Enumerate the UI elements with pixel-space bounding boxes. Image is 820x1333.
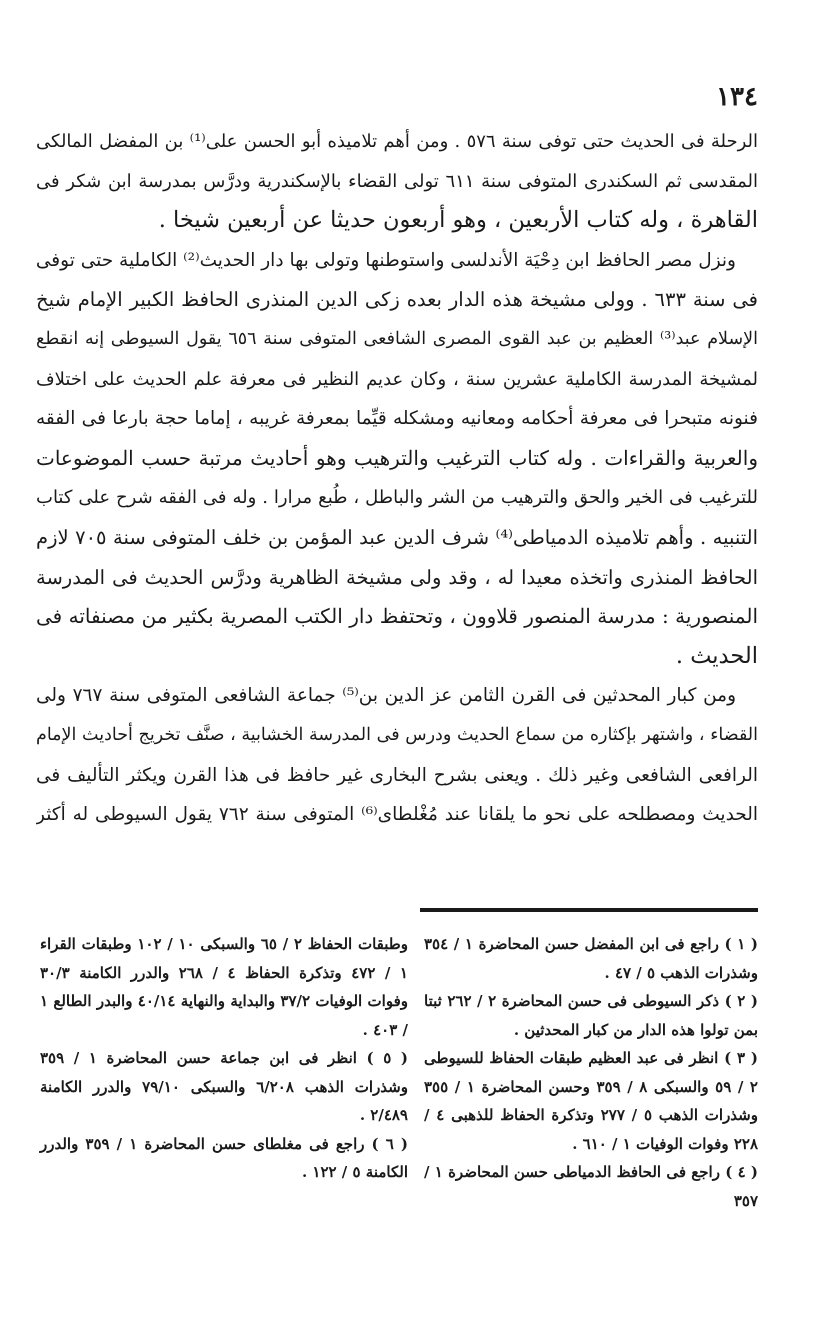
text-line: الحافظ المنذرى واتخذه معيدا له ، وقد ولى مشيخة الظاهرية ودرَّس الحديث فى المدرسة [36,565,758,589]
text-line: فى سنة ٦٣٣ . وولى مشيخة هذه الدار بعده زكى الدين المنذرى الحافظ الكبير الإمام شيخ [36,288,758,312]
text-line: ومن كبار المحدثين فى القرن الثامن عز الدين بن⁽⁵⁾ جماعة الشافعى المتوفى سنة ٧٦٧ ولى [36,685,737,707]
page-number: ١٣٤ [716,82,758,112]
footnote: ( ٥ ) انظر فى ابن جماعة حسن المحاضرة ١ / ٣٥٩ وشذرات الذهب ٦/٢٠٨ والسبكى ٧٩/١٠ والدرر الكامنة ٢/٤٨٩ . [40,1049,408,1124]
footnotes-right-column [424,930,758,1215]
footnotes-left-column [40,930,408,1187]
text-line: القضاء ، واشتهر بإكثاره من سماع الحديث ودرس فى المدرسة الخشابية ، صنَّف تخريج أحاديث الإمام [36,724,758,745]
text-line: الرافعى الشافعى وغير ذلك . ويعنى بشرح البخارى غير حافظ فى هذا القرن ويكثر التأليف فى [36,764,758,786]
main-text [36,122,758,835]
text-line: المقدسى ثم السكندرى المتوفى سنة ٦١١ تولى القضاء بالإسكندرية ودرَّس بمدرسة ابن شكر فى [36,170,758,192]
text-line: القاهرة ، وله كتاب الأربعين ، وهو أربعون حديثا عن أربعين شيخا . [158,207,758,234]
footnote-divider [420,908,758,912]
text-line: التنبيه . وأهم تلاميذه الدمياطى⁽⁴⁾ شرف الدين عبد المؤمن بن خلف المتوفى سنة ٧٠٥ لازم [36,525,758,549]
text-line: الحديث ومصطلحه على نحو ما يلقانا عند مُغْلطاى⁽⁶⁾ المتوفى سنة ٧٦٢ يقول السيوطى له أكثر [36,804,758,826]
text-line: الحديث . [675,642,758,669]
footnote: وطبقات الحفاظ ٢ / ٦٥ والسبكى ١٠ / ١٠٢ وطبقات القراء ١ / ٤٧٢ وتذكرة الحفاظ ٤ / ٢٦٨ والدرر الكامنة ٣٠/٣ وفوات الوفيات ٣٧/٢ والبداية والنهاية ٤٠/١٤ والبدر الطالع ١ / ٤٠٣ . [40,935,408,1039]
text-line: والعربية والقراءات . وله كتاب الترغيب والترهيب وهو أحاديث مرتبة حسب الموضوعات [36,445,758,470]
text-line: فنونه متبحرا فى معرفة أحكامه ومعانيه ومشكله قيِّما بمعرفة غريبه ، إماما حجة بارعا فى الفقه [36,408,758,430]
footnote: ( ٦ ) راجع فى مغلطاى حسن المحاضرة ١ / ٣٥٩ والدرر الكامنة ٥ / ١٢٢ . [40,1134,408,1181]
text-line: المنصورية : مدرسة المنصور قلاوون ، وتحتفظ دار الكتب المصرية بكثير من مصنفاته فى [36,604,758,629]
text-line: الإسلام عبد⁽³⁾ العظيم بن عبد القوى المصرى الشافعى المتوفى سنة ٦٥٦ يقول السيوطى إنه انقطع [36,328,758,349]
footnote: ( ٢ ) ذكر السيوطى فى حسن المحاضرة ٢ / ٢٦٢ ثبتا بمن تولوا هذه الدار من كبار المحدثين . [424,992,758,1039]
text-line: للترغيب فى الخير والحق والترهيب من الشر والباطل ، طُبع مرارا . وله فى الفقه شرح على كتاب [36,487,758,509]
text-line: الرحلة فى الحديث حتى توفى سنة ٥٧٦ . ومن أهم تلاميذه أبو الحسن على⁽¹⁾ بن المفضل المالكى [36,131,758,152]
footnote: ( ١ ) راجع فى ابن المفضل حسن المحاضرة ١ / ٣٥٤ وشذرات الذهب ٥ / ٤٧ . [424,935,758,982]
text-line: لمشيخة المدرسة الكاملية عشرين سنة ، وكان عديم النظير فى معرفة علم الحديث على اختلاف [36,368,758,390]
footnote: ( ٣ ) انظر فى عبد العظيم طبقات الحفاظ للسيوطى ٢ / ٥٩ والسبكى ٨ / ٣٥٩ وحسن المحاضرة ١ / ٣٥٥ وشذرات الذهب ٥ / ٢٧٧ وتذكرة الحفاظ للذهبى ٤ / ٢٢٨ وفوات الوفيات ١ / ٦١٠ . [424,1049,759,1153]
text-line: ونزل مصر الحافظ ابن دِحْيَة الأندلسى واستوطنها وتولى بها دار الحديث⁽²⁾ الكاملية حتى توفى [36,249,736,271]
footnote: ( ٤ ) راجع فى الحافظ الدمياطى حسن المحاضرة ١ / ٣٥٧ [424,1163,759,1210]
